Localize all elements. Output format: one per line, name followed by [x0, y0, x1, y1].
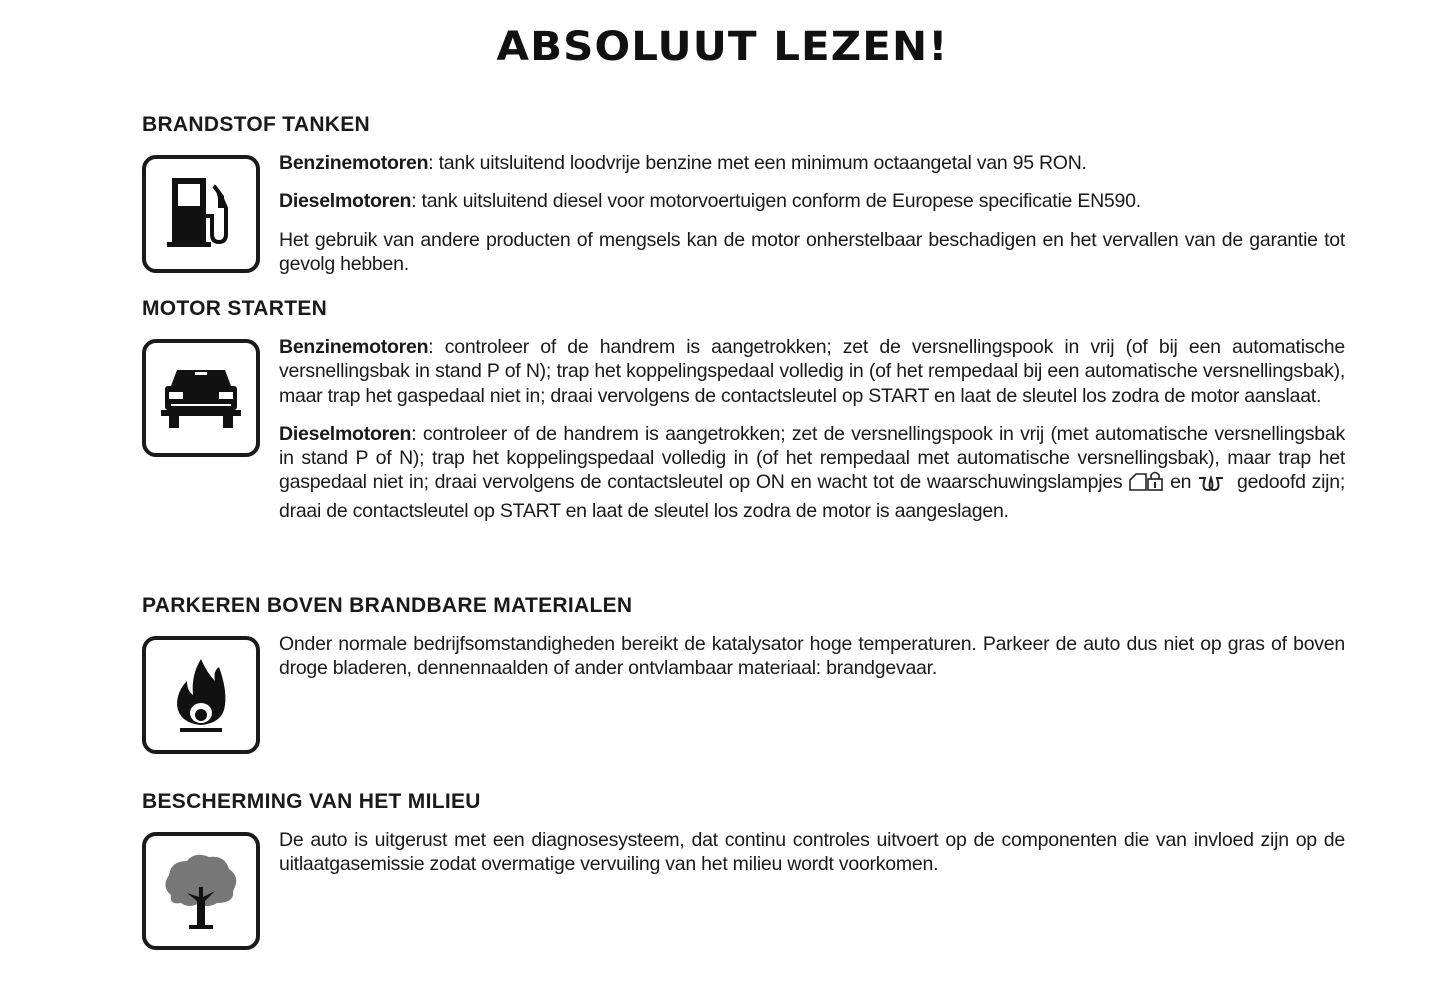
fire-icon [142, 636, 260, 754]
section-parkeren [142, 591, 1346, 680]
fuel-pump-icon [142, 155, 260, 273]
paragraph: Benzinemotoren: controleer of de handrem is aangetrokken; zet de versnellingspook in vrij (of bij een automatische versnellingsbak in stand P of N); trap het koppelingspedaal volledig in (of het rempedaal bij een automatische versnellingsbak), maar trap het gaspedaal niet in; draai vervolgens de contactsleutel op START en laat de sleutel los zodra de motor aanslaat. [279, 336, 1345, 407]
section-heading: BESCHERMING VAN HET MILIEU [142, 790, 481, 813]
section-heading: PARKEREN BOVEN BRANDBARE MATERIALEN [142, 594, 633, 617]
tree-icon [142, 832, 260, 950]
section-heading: MOTOR STARTEN [142, 297, 328, 320]
paragraph: Benzinemotoren: tank uitsluitend loodvrije benzine met een minimum octaangetal van 95 RON. [279, 152, 1087, 174]
section-heading: BRANDSTOF TANKEN [142, 113, 371, 136]
paragraph: Het gebruik van andere producten of mengsels kan de motor onherstelbaar beschadigen en het vervallen van de garantie tot gevolg hebben. [279, 228, 1345, 275]
section-motor-starten [142, 294, 1346, 522]
paragraph: De auto is uitgerust met een diagnosesysteem, dat continu controles uitvoert op de componenten die van invloed zijn op de uitlaatgasemissie zodat overmatige vervuiling van het milieu wordt voorkomen. [279, 829, 1345, 876]
paragraph: Dieselmotoren: controleer of de handrem is aangetrokken; zet de versnellingspook in vrij (met automatische versnellingsbak in stand P of N); trap het koppelingspedaal volledig in (of het rempedaal met automatische versnellingsbak), maar trap het gaspedaal niet in; draai vervolgens de contactsleutel op ON en wacht tot de waarschuwingslampjes en gedoofd zijn; draai de contactsleutel op START en laat de sleutel los zodra de motor is aangeslagen. [279, 422, 1345, 522]
section-brandstof-tanken [142, 110, 1346, 275]
page-title: ABSOLUUT LEZEN! [496, 24, 949, 70]
immobilizer-warning-icon [1128, 470, 1164, 498]
paragraph: Dieselmotoren: tank uitsluitend diesel voor motorvoertuigen conform de Europese specificatie EN590. [279, 190, 1141, 213]
paragraph: Onder normale bedrijfsomstandigheden bereikt de katalysator hoge temperaturen. Parkeer de auto dus niet op gras of boven droge bladeren, dennennaalden of ander ontvlambaar materiaal: brandgevaar. [279, 633, 1345, 680]
section-milieu [142, 787, 1346, 876]
car-front-icon [142, 339, 260, 457]
glow-plug-icon [1197, 474, 1231, 498]
